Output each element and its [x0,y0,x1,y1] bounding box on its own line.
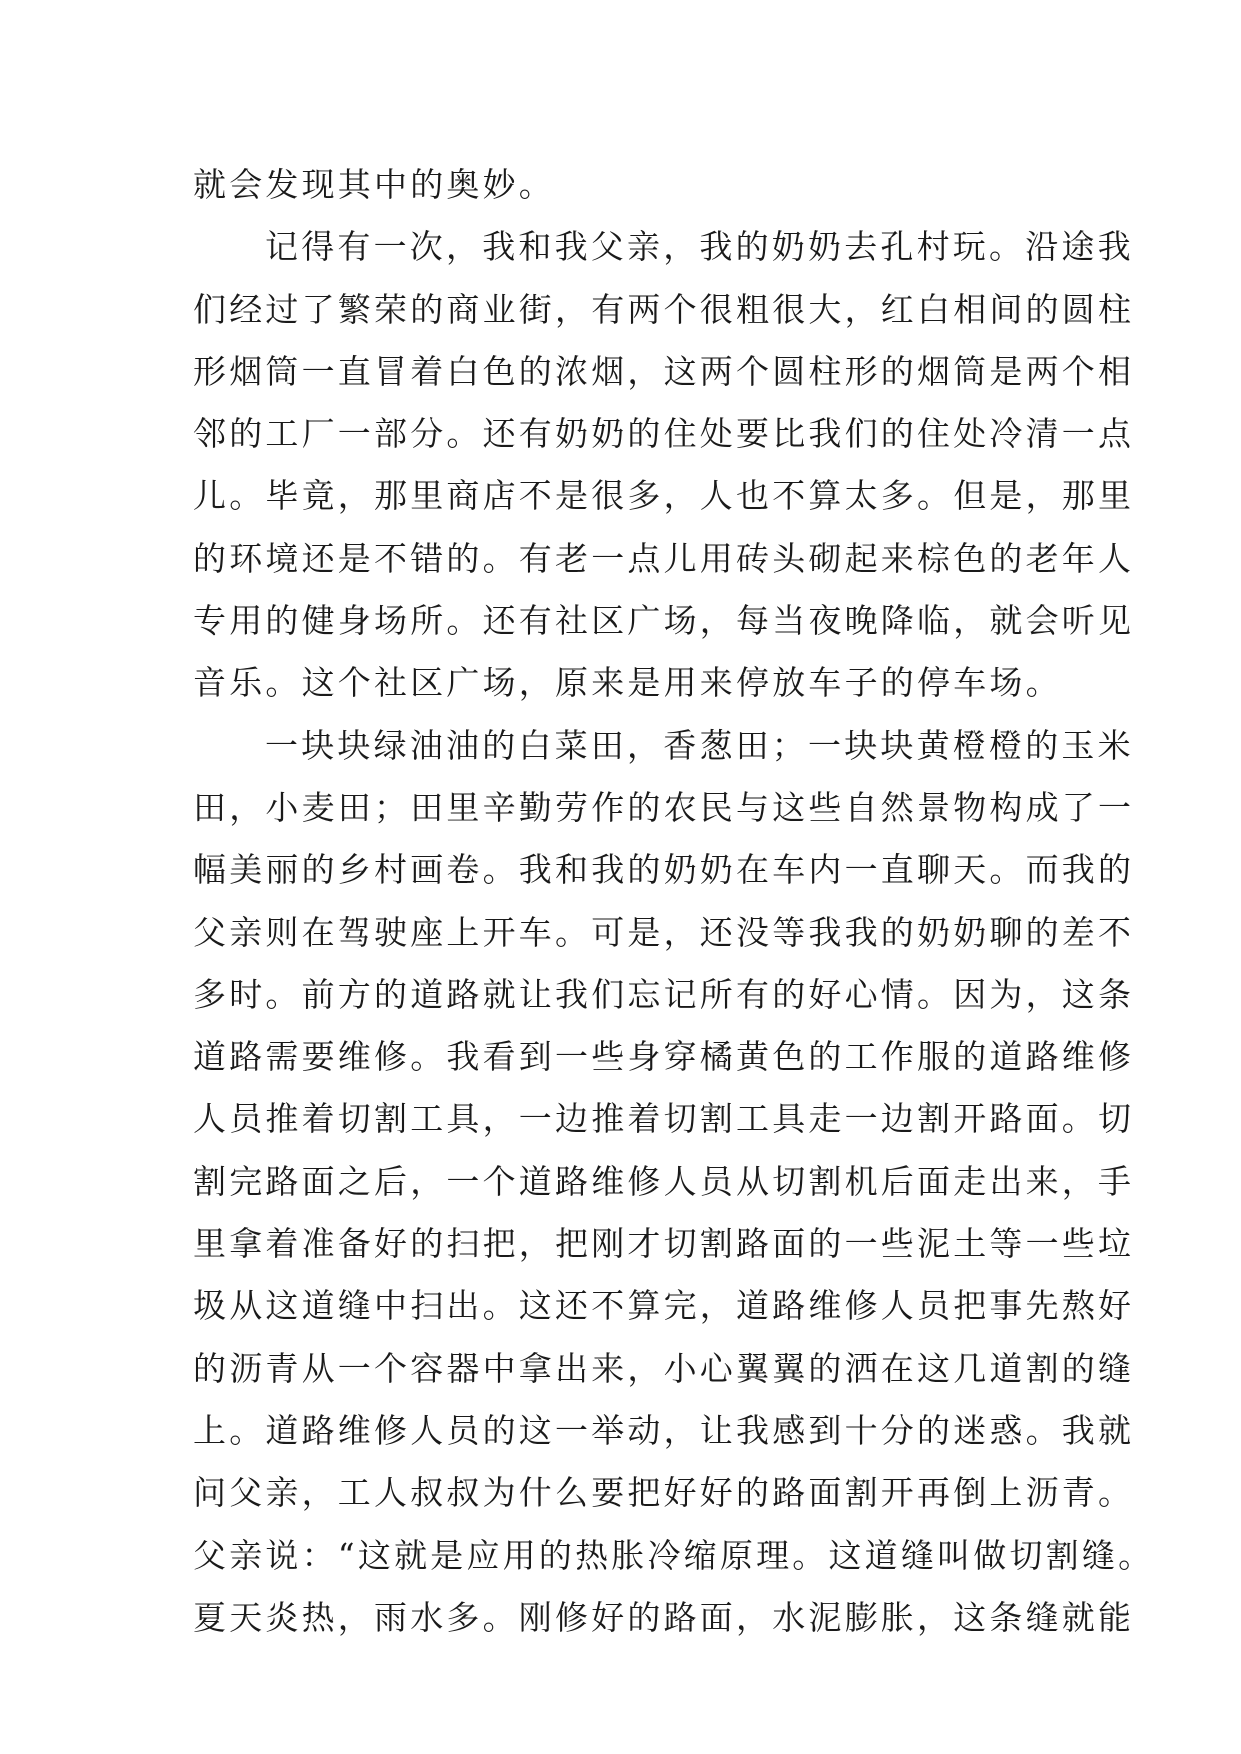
text-line: 道路需要维修。我看到一些身穿橘黄色的工作服的道路维修 [193,1037,1135,1077]
text-line: 父亲则在驾驶座上开车。可是，还没等我我的奶奶聊的差不 [193,912,1135,952]
text-line: 父亲说：“这就是应用的热胀冷缩原理。这道缝叫做切割缝。 [193,1535,1155,1575]
text-line: 问父亲，工人叔叔为什么要把好好的路面割开再倒上沥青。 [193,1473,1135,1513]
text-line: 人员推着切割工具，一边推着切割工具走一边割开路面。切 [193,1099,1135,1139]
text-line: 音乐。这个社区广场，原来是用来停放车子的停车场。 [193,663,1062,703]
paragraph-first-line: 记得有一次，我和我父亲，我的奶奶去孔村玩。沿途我 [265,227,1134,267]
text-line: 形烟筒一直冒着白色的浓烟，这两个圆柱形的烟筒是两个相 [193,351,1135,391]
text-line: 儿。毕竟，那里商店不是很多，人也不算太多。但是，那里 [193,476,1135,516]
body-text [193,154,1155,1649]
text-line: 邻的工厂一部分。还有奶奶的住处要比我们的住处冷清一点 [193,414,1135,454]
text-line: 幅美丽的乡村画卷。我和我的奶奶在车内一直聊天。而我的 [193,850,1135,890]
text-line: 的环境还是不错的。有老一点儿用砖头砌起来棕色的老年人 [193,538,1135,578]
text-line: 的沥青从一个容器中拿出来，小心翼翼的洒在这几道割的缝 [193,1348,1135,1388]
text-line: 们经过了繁荣的商业街，有两个很粗很大，红白相间的圆柱 [193,289,1135,329]
text-line: 里拿着准备好的扫把，把刚才切割路面的一些泥土等一些垃 [193,1224,1135,1264]
text-line: 上。道路维修人员的这一举动，让我感到十分的迷惑。我就 [193,1410,1135,1450]
text-line: 专用的健身场所。还有社区广场，每当夜晚降临，就会听见 [193,601,1135,641]
text-line: 田，小麦田；田里辛勤劳作的农民与这些自然景物构成了一 [193,787,1135,827]
text-line: 多时。前方的道路就让我们忘记所有的好心情。因为，这条 [193,974,1135,1014]
paragraph-first-line: 一块块绿油油的白菜田，香葱田；一块块黄橙橙的玉米 [265,725,1134,765]
text-line: 圾从这道缝中扫出。这还不算完，道路维修人员把事先熬好 [193,1286,1135,1326]
text-line: 夏天炎热，雨水多。刚修好的路面，水泥膨胀，这条缝就能 [193,1597,1135,1637]
text-line: 就会发现其中的奥妙。 [193,165,555,204]
text-line: 割完路面之后，一个道路维修人员从切割机后面走出来，手 [193,1161,1135,1201]
